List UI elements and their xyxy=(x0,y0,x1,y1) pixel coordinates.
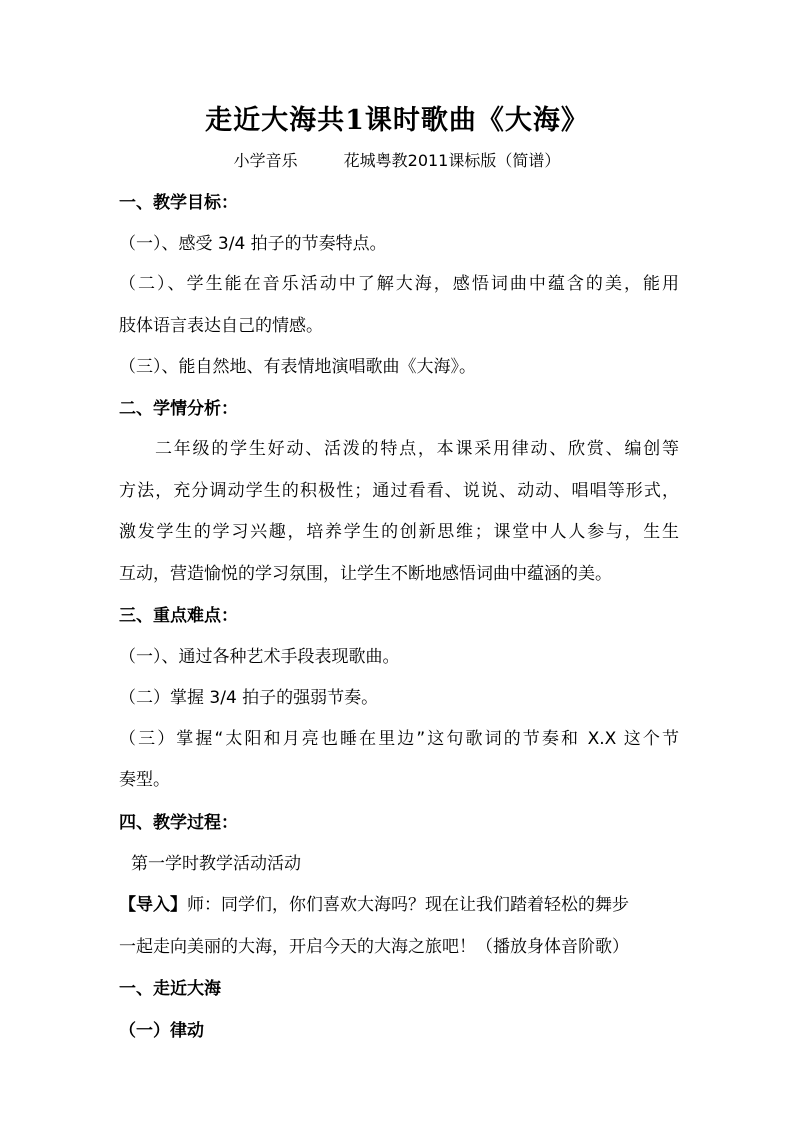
lesson-label: 第一学时教学活动活动 xyxy=(131,854,301,874)
analysis-paragraph-line-2: 方法，充分调动学生的积极性；通过看看、说说、动动、唱唱等形式， xyxy=(119,481,679,501)
intro-line-1 xyxy=(119,895,679,915)
section-heading-analysis: 二、学情分析： xyxy=(119,399,238,419)
objective-item-1: （一）、感受 3/4 拍子的节奏特点。 xyxy=(119,234,387,254)
intro-line-2: 一起走向美丽的大海，开启今天的大海之旅吧！（播放身体音阶歌） xyxy=(119,937,629,957)
subject-label: 小学音乐 xyxy=(233,151,298,170)
objective-item-2-cont: 肢体语言表达自己的情感。 xyxy=(119,316,323,336)
analysis-paragraph-line-4: 互动，营造愉悦的学习氛围，让学生不断地感悟词曲中蕴涵的美。 xyxy=(119,564,612,584)
analysis-paragraph-line-1: 二年级的学生好动、活泼的特点，本课采用律动、欣赏、编创等 xyxy=(155,439,679,459)
edition-label: 花城粤教2011课标版（简谱） xyxy=(343,151,561,170)
section-heading-key-points: 三、重点难点： xyxy=(119,606,238,626)
key-point-2: （二）掌握 3/4 拍子的强弱节奏。 xyxy=(119,688,379,708)
key-point-1: （一）、通过各种艺术手段表现歌曲。 xyxy=(119,647,400,667)
section-heading-process: 四、教学过程： xyxy=(119,813,238,833)
subsection-heading-approach-sea: 一、走近大海 xyxy=(119,979,221,999)
intro-tag: 【导入】 xyxy=(119,895,187,915)
objective-item-3: （三）、能自然地、有表情地演唱歌曲《大海》。 xyxy=(119,357,476,377)
analysis-paragraph-line-3: 激发学生的学习兴趣，培养学生的创新思维；课堂中人人参与，生生 xyxy=(119,522,679,542)
subsection-heading-rhythm: （一）律动 xyxy=(119,1021,204,1041)
section-heading-objectives: 一、教学目标： xyxy=(119,193,238,213)
key-point-3: （三）掌握“太阳和月亮也睡在里边”这句歌词的节奏和 X.X 这个节 xyxy=(119,729,679,749)
key-point-3-cont: 奏型。 xyxy=(119,770,170,790)
document-title: 走近大海共1课时歌曲《大海》 xyxy=(205,105,589,136)
objective-item-2: （二）、学生能在音乐活动中了解大海，感悟词曲中蕴含的美，能用 xyxy=(119,274,679,294)
intro-text: 师：同学们，你们喜欢大海吗？现在让我们踏着轻松的舞步 xyxy=(187,895,629,915)
document-subtitle xyxy=(0,148,794,171)
